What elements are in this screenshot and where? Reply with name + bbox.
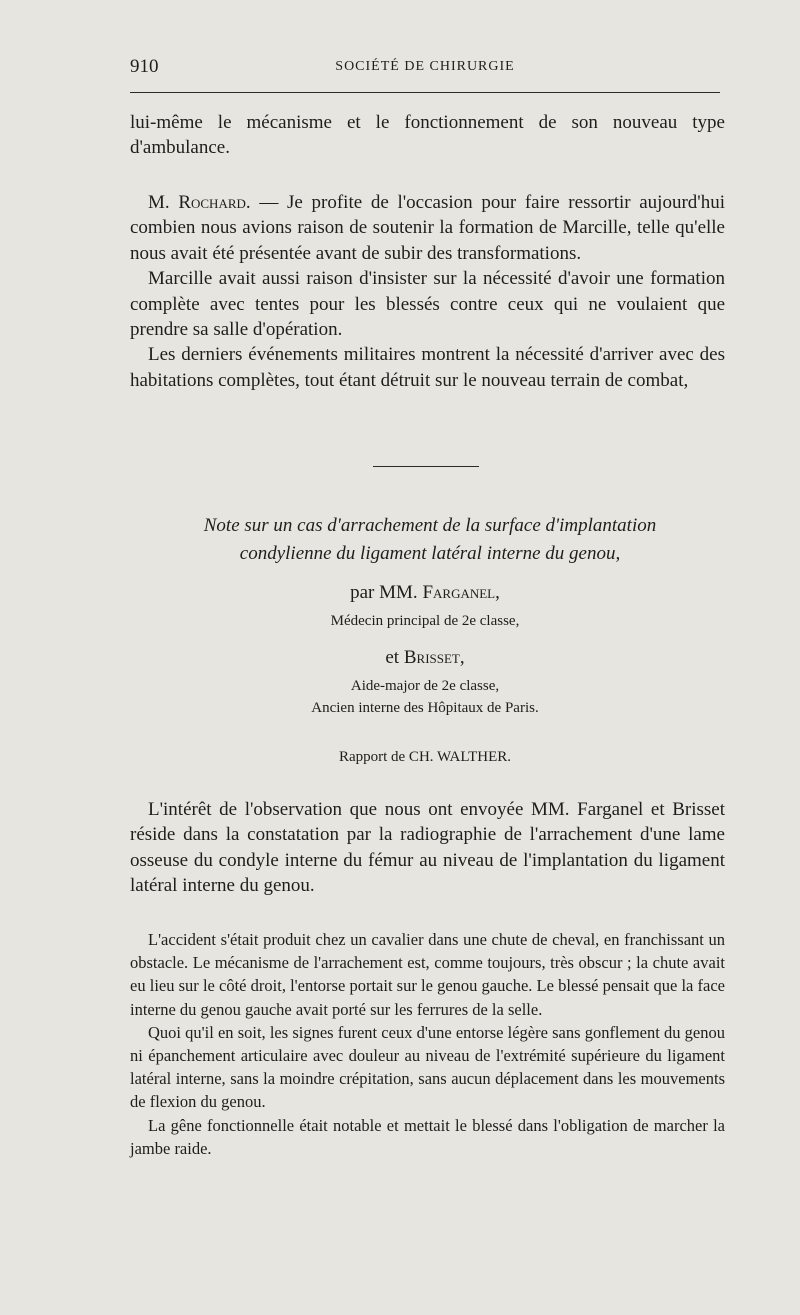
rochard-remarks (130, 190, 725, 393)
report-line: Rapport de CH. WALTHER. (338, 749, 512, 765)
rochard-paragraph-1: M. Rochard. — Je profite de l'occasion pour faire ressortir aujourd'hui combien nous avions raison de soutenir la formation de Marcille, telle qu'elle nous avait été présentée avant de subir des transformations. (130, 192, 725, 264)
author-1-name: Farganel, (422, 582, 500, 603)
case-paragraph-1: L'accident s'était produit chez un cavalier dans une chute de cheval, en franchissant un obstacle. Le mécanisme de l'arrachement est, comme toujours, très obscur ; la chute avait eu lieu sur le côté droit, l'entorse portait sur le genou gauche. Le blessé pensait que la face interne du genou gauche avait porté sur les ferrures de la selle. (130, 930, 725, 1019)
author-2-affiliation-2: Ancien interne des Hôpitaux de Paris. (311, 700, 539, 716)
header-rule (130, 92, 720, 93)
author-1-affiliation: Médecin principal de 2e classe, (330, 613, 520, 629)
running-title: SOCIÉTÉ DE CHIRURGIE (335, 59, 515, 74)
article-intro-block (130, 797, 725, 899)
intro-paragraph: lui-même le mécanisme et le fonctionnement de son nouveau type d'ambulance. (130, 112, 725, 159)
rochard-paragraph-2: Marcille avait aussi raison d'insister sur la nécessité d'avoir une formation complète avec tentes pour les blessés contre ceux qui ne voulaient que prendre sa salle d'opération. (130, 268, 725, 341)
author-2-line: et Brisset, (385, 647, 465, 668)
article-title-line-2: condylienne du ligament latéral interne du genou, (239, 543, 621, 564)
case-paragraph-3: La gêne fonctionnelle était notable et mettait le blessé dans l'obligation de marcher la jambe raide. (130, 1115, 725, 1158)
case-description (130, 928, 725, 1160)
page-header (130, 56, 720, 80)
section-separator (373, 466, 479, 467)
author-2-name: Brisset, (403, 647, 465, 668)
author-2-affiliation-1: Aide-major de 2e classe, (350, 678, 500, 694)
article-title-line-1: Note sur un cas d'arrachement de la surface d'implantation (203, 515, 657, 536)
speaker-name: M. Rochard. (148, 192, 251, 213)
rochard-paragraph-3: Les derniers événements militaires montrent la nécessité d'arriver avec des habitations complètes, tout étant détruit sur le nouveau terrain de combat, (130, 344, 725, 391)
case-paragraph-2: Quoi qu'il en soit, les signes furent ceux d'une entorse légère sans gonflement du genou ni épanchement articulaire avec douleur au niveau de l'extrémité supérieure du ligament latéral interne, sans la moindre crépitation, sans aucun déplacement dans les mouvements de flexion du genou. (130, 1022, 725, 1112)
author-1-line: par MM. Farganel, (350, 582, 500, 603)
article-intro-paragraph: L'intérêt de l'observation que nous ont envoyée MM. Farganel et Brisset réside dans la constatation par la radiographie de l'arrachement d'une lame osseuse du condyle interne du fémur au niveau de l'implantation du ligament latéral interne du genou. (130, 799, 725, 897)
page-number: 910 (130, 56, 159, 77)
intro-paragraph-block (130, 110, 725, 161)
